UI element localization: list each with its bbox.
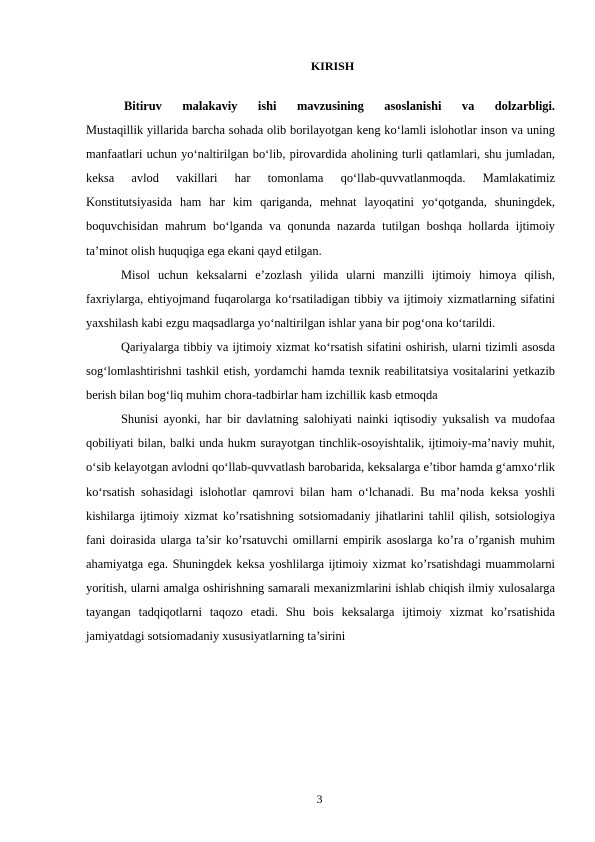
paragraph-medical-services: Qariyalarga tibbiy va ijtimoiy xizmat ko‘rsatish sifatini oshirish, ularni tizimli asosda sog‘lomlashtirishni tashkil etish, yordamchi hamda texnik reabilitatsiya vositalarini yetkazib berish bilan bog‘liq muhim chora-tadbirlar ham izchillik kasb etmoqda bbox=[86, 339, 555, 403]
paragraph-example: Misol uchun keksalarni e’zozlash yilida ularni manzilli ijtimoiy himoya qilish, faxriylarga, ehtiyojmand fuqarolarga ko‘rsatiladigan tibbiy va ijtimoiy xizmatlarning sifatini yaxshilash kabi ezgu maqsadlarga yo‘naltirilgan ishlar yana bir pog‘ona ko‘tarildi. bbox=[86, 267, 555, 330]
paragraph-relevance bbox=[86, 94, 555, 263]
paragraph-text: Mustaqillik yillarida barcha sohada olib borilayotgan keng ko‘lamli islohotlar inson va uning manfaatlari uchun yo‘naltirilgan bo‘lib, pirovardida aholining turli qatlamlari, shu jumladan, keksa avlod vakillari har tomonlama qo‘llab-quvvatlanmoqda. Mamlakatimiz Konstitutsiyasida ham har kim qariganda, mehnat layoqatini yo‘qotganda, shuningdek, boquvchisidan mahrum bo‘lganda va qonunda nazarda tutilgan boshqa hollarda ijtimoiy ta’minot olish huquqiga ega ekani qayd etilgan. bbox=[86, 123, 555, 258]
paragraph-state-potential: Shunisi ayonki, har bir davlatning salohiyati nainki iqtisodiy yuksalish va mudofaa qobiliyati bilan, balki unda hukm surayotgan tinchlik-osoyishtalik, ijtimoiy-ma’naviy muhit, o‘sib kelayotgan avlodni qo‘llab-quvvatlash barobarida, keksalarga e’tibor hamda g‘amxo‘rlik ko‘rsatish sohasidagi islohotlar qamrovi bilan ham o‘lchanadi. Bu ma’noda keksa yoshli kishilarga ijtimoiy xizmat ko’rsatishning sotsiomadaniy jihatlarini tahlil qilish, sotsiologiya fani doirasida ularga ta’sir ko’rsatuvchi omillarni empirik asoslarga ko’ra o’rganish muhim ahamiyatga ega. Shuningdek keksa yoshlilarga ijtimoiy xizmat ko’rsatishdagi muammolarni yoritish, ularni amalga oshirishning samarali mexanizmlarini ishlab chiqish ilmiy xulosalarga tayangan tadqiqotlarni taqozo etadi. Shu bois keksalarga ijtimoiy xizmat ko’rsatishida jamiyatdagi sotsiomadaniy xususiyatlarning ta’sirini bbox=[86, 412, 555, 644]
page-title: KIRISH bbox=[310, 59, 355, 73]
body-text bbox=[86, 94, 555, 648]
page-number: 3 bbox=[316, 792, 323, 806]
section-heading: Bitiruv malakaviy ishi mavzusining asoslanishi va dolzarbligi. bbox=[124, 99, 555, 113]
